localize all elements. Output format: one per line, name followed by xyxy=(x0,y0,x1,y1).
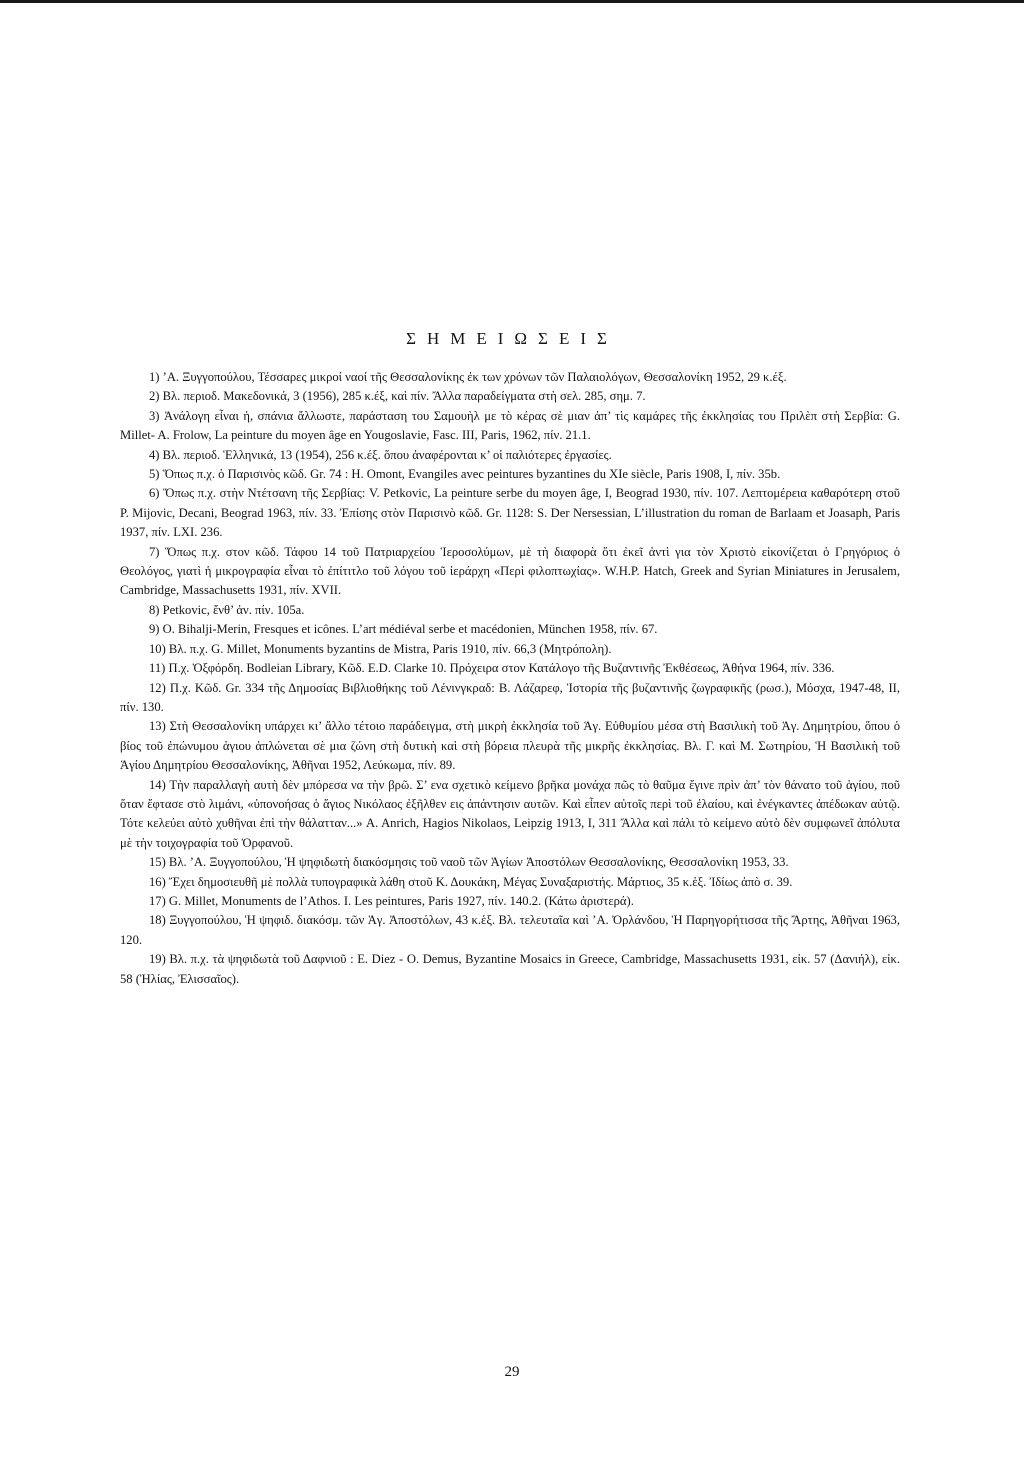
footnote-16: 16) Ἔχει δημοσιευθῆ μὲ πολλὰ τυπογραφικὰ λάθη στοῦ Κ. Δουκάκη, Μέγας Συναξαριστής. Μάρτιος, 35 κ.ἑξ. Ἰδίως ἀπὸ σ. 39. xyxy=(149,874,793,889)
footnote-8: 8) Petkovic, ἔνθ’ ἀν. πίν. 105a. xyxy=(149,602,305,617)
footnote-12: 12) Π.χ. Κῶδ. Gr. 334 τῆς Δημοσίας Βιβλιοθήκης τοῦ Λένινγκραδ: Β. Λάζαρεφ, Ἱστορία τῆς βυζαντινῆς ζωγραφικῆς (ρωσ.), Μόσχα, 1947-48, II, πίν. 130. xyxy=(120,680,900,714)
footnote-5: 5) Ὅπως π.χ. ὁ Παρισινὸς κῶδ. Gr. 74 : Η. Omont, Evangiles avec peintures byzantines du XIe siècle, Paris 1908, I, πίν. 35b. xyxy=(149,467,781,482)
page-title: ΣΗΜΕΙΩΣΕΙΣ xyxy=(406,329,618,349)
footnote-11: 11) Π.χ. Ὀξφόρδη. Bodleian Library, Κῶδ. E.D. Clarke 10. Πρόχειρα στον Κατάλογο τῆς Βυζαντινῆς Ἐκθέσεως, Ἀθήνα 1964, πίν. 336. xyxy=(149,661,835,676)
notes-section xyxy=(120,368,900,989)
footnote-2: 2) Βλ. περιοδ. Μακεδονικά, 3 (1956), 285 κ.έξ, καὶ πίν. Ἄλλα παραδείγματα στὴ σελ. 285, σημ. 7. xyxy=(149,389,646,404)
footnote-13: 13) Στὴ Θεσσαλονίκη υπάρχει κι’ ἄλλο τέτοιο παράδειγμα, στὴ μικρὴ ἐκκλησία τοῦ Ἁγ. Εὐθυμίου μέσα στὴ Βασιλικὴ τοῦ Ἁγ. Δημητρίου, ὅπου ὁ βίος τοῦ ἐπώνυμου ἁγιου ἀπλώνεται σὲ μια ζώνη στὴ δυτικὴ καὶ στὴ βόρεια πλευρὰ τῆς μικρῆς ἐκκλησίας. Βλ. Γ. καὶ Μ. Σωτηρίου, Ἡ Βασιλικὴ τοῦ Ἁγίου Δημητρίου Θεσσαλονίκης, Ἀθῆναι 1952, Λεύκωμα, πίν. 89. xyxy=(120,719,900,773)
footnote-3: 3) Ἀνάλογη εἶναι ἡ, σπάνια ἄλλωστε, παράσταση του Σαμουὴλ με τὸ κέρας σὲ μιαν ἀπ’ τὶς καμάρες τῆς ἐκκλησίας του Πριλὲπ στὴ Σερβία: G. Millet- A. Frolow, La peinture du moyen âge en Yougoslavie, Fasc. III, Paris, 1962, πίν. 21.1. xyxy=(120,408,900,443)
top-border-rule xyxy=(0,0,1024,3)
footnote-6: 6) Ὅπως π.χ. στὴν Ντέτσανη τῆς Σερβίας: V. Petkovic, La peinture serbe du moyen âge, I, Beograd 1930, πίν. 107. Λεπτομέρεια καθαρότερη στοῦ P. Mijovic, Decani, Beograd 1963, πίν. 33. Ἐπίσης στὸν Παρισινὸ κῶδ. Gr. 1128: S. Der Nersessian, L’illustration du roman de Barlaam et Joasaph, Paris 1937, πίν. LXI. 236. xyxy=(120,486,900,540)
footnote-18: 18) Ξυγγοπούλου, Ἡ ψηφιδ. διακόσμ. τῶν Ἁγ. Ἀποστόλων, 43 κ.ἑξ. Βλ. τελευταῖα καὶ ’Α. Ὀρλάνδου, Ἡ Παρηγορήτισσα τῆς Ἄρτης, Ἀθῆναι 1963, 120. xyxy=(120,913,900,947)
footnote-1: 1) ’Α. Ξυγγοπούλου, Τέσσαρες μικροί ναοί τῆς Θεσσαλονίκης ἐκ των χρόνων τῶν Παλαιολόγων, Θεσσαλονίκη 1952, 29 κ.έξ. xyxy=(149,370,787,384)
footnote-4: 4) Βλ. περιοδ. Ἑλληνικά, 13 (1954), 256 κ.έξ. ὅπου ἀναφέρονται κ’ οἱ παλιότερες ἐργασίες. xyxy=(149,447,612,462)
page-number: 29 xyxy=(504,1364,520,1380)
footnote-7: 7) Ὅπως π.χ. στον κῶδ. Τάφου 14 τοῦ Πατριαρχείου Ἱεροσολύμων, μὲ τὴ διαφορὰ ὅτι ἐκεῖ ἀντὶ για τὸν Χριστὸ εἰκονίζεται ὁ Γρηγόριος ὁ Θεολόγος, γιατὶ ἡ μικρογραφία εἶναι τὸ ἐπίτιτλο τοῦ λόγου τοῦ ἱεράρχη «Περὶ φιλοπτωχίας». W.H.P. Hatch, Greek and Syrian Miniatures in Jerusalem, Cambridge, Massachusetts 1931, πίν. XVII. xyxy=(120,544,900,598)
footnote-9: 9) O. Bihalji-Merin, Fresques et icônes. L’art médiéval serbe et macédonien, München 1958, πίν. 67. xyxy=(149,622,658,637)
footnote-15: 15) Βλ. ’Α. Ξυγγοπούλου, Ἡ ψηφιδωτὴ διακόσμησις τοῦ ναοῦ τῶν Ἁγίων Ἀποστόλων Θεσσαλονίκης, Θεσσαλονίκη 1953, 33. xyxy=(149,855,789,870)
footnote-10: 10) Βλ. π.χ. G. Millet, Monuments byzantins de Mistra, Paris 1910, πίν. 66,3 (Μητρόπολη). xyxy=(149,641,612,656)
footnote-19: 19) Βλ. π.χ. τὰ ψηφιδωτὰ τοῦ Δαφνιοῦ : E. Diez - O. Demus, Byzantine Mosaics in Greece, Cambridge, Massachusetts 1931, εἰκ. 57 (Δανιήλ), εἰκ. 58 (Ἠλίας, Ἐλισσαῖος). xyxy=(120,952,900,986)
footnote-17: 17) G. Millet, Monuments de l’Athos. I. Les peintures, Paris 1927, πίν. 140.2. (Κάτω ἀριστερά). xyxy=(149,893,634,908)
footnote-14: 14) Τὴν παραλλαγὴ αυτὴ δὲν μπόρεσα να τὴν βρῶ. Σ’ ενα σχετικὸ κείμενο βρῆκα μονάχα πῶς τὸ θαῦμα ἔγινε πρὶν ἀπ’ τὸν θάνατο τοῦ ἁγίου, ποῦ ὅταν ἔφτασε στὸ λιμάνι, «ὑπονοήσας ὁ ἅγιος Νικόλαος ἐξῆλθεν εις ἀπάντησιν αυτῶν. Καὶ εἶπεν αὐτοῖς περὶ τοῦ ἐλαίου, καὶ ἐνέγκαντες ἀπέδωκαν αὐτῷ. Τότε κελεύει αὐτὸ χυθῆναι ἐπὶ τὴν θάλατταν...» A. Anrich, Hagios Nikolaos, Leipzig 1913, I, 311 Ἄλλα καὶ πάλι τὸ κείμενο αὐτὸ δὲν συμφωνεῖ ἀπόλυτα μὲ τὴν τοιχογραφία τοῦ Ὀρφανοῦ. xyxy=(120,777,900,850)
